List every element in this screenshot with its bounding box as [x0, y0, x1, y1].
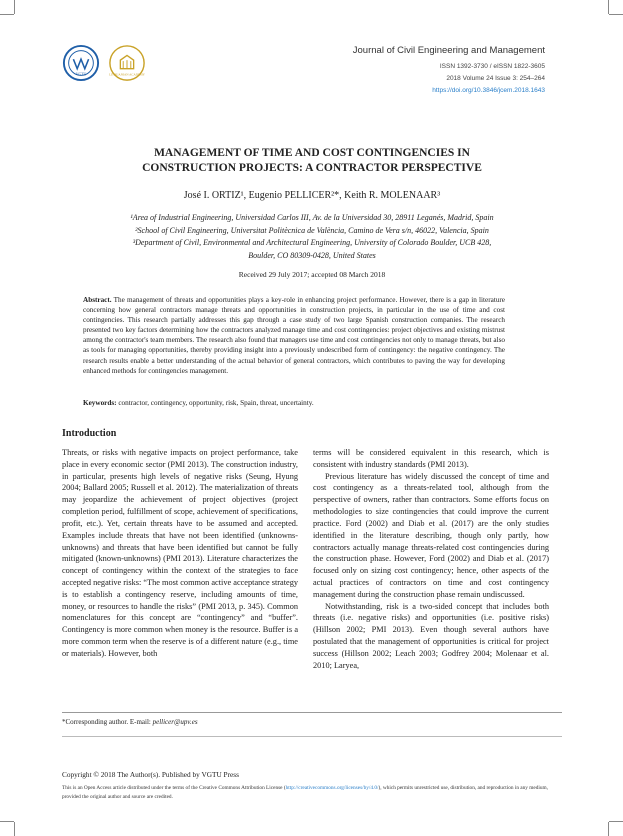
- corresponding-author-note: [62, 718, 198, 726]
- journal-volume: 2018 Volume 24 Issue 3: 254–264: [446, 75, 545, 82]
- affiliation-2: ²School of Civil Engineering, Universitat Politècnica de València, Camino de Vera s/n, 46022, Valencia, Spain: [135, 225, 489, 235]
- title-line-2: CONSTRUCTION PROJECTS: A CONTRACTOR PERSPECTIVE: [142, 162, 482, 174]
- crop-mark: [609, 821, 623, 822]
- crop-mark: [609, 14, 623, 15]
- paragraph: Threats, or risks with negative impacts on project performance, take place in every economic sector (PMI 2013). The construction industry, in particular, presents high levels of negative risks (Seung, Hyung 2004; Ballard 2005; Russell et al. 2012). The materialization of threats may jeopardize the achievement of project objectives (project completion period, fulfillment of scope, achievement of specifications, profit, etc.). Yet, certain threats have to be assumed and accepted. Examples include threats that have not been identified (unknowns-unknowns) and threats that have been identified but cannot be fully mitigated (known-unknowns) (PMI 2013). Literature characterizes the concept of contingency within the context of the strategies to face accepted negative risks: “The most common active acceptance strategy is to establish a contingency reserve, including amounts of time, money, or resources to handle the risks” (PMI 2013, p. 345). Common nomenclatures for this concept are “contingency” and “buffer”. Contingency is more common when money is the resource. Buffer is a more common term when the reserve is of a different nature (e.g., time or materials). However, both: [62, 448, 298, 658]
- publisher-logos: [62, 44, 146, 82]
- crop-mark: [0, 14, 14, 15]
- crop-mark: [14, 0, 15, 14]
- journal-header: [353, 45, 545, 97]
- corresponding-label: *Corresponding author. E-mail:: [62, 718, 151, 726]
- footnote-divider: [62, 712, 562, 713]
- license-notice: [62, 784, 562, 802]
- footer-divider: [62, 736, 562, 737]
- academy-logo: [108, 44, 146, 82]
- affiliation-3a: ³Department of Civil, Environmental and Architectural Engineering, University of Colorado Boulder, UCB 428,: [132, 238, 492, 247]
- journal-issn: ISSN 1392-3730 / eISSN 1822-3605: [439, 63, 545, 70]
- academy-logo-text: LITHUANIAN ACADEMY: [109, 72, 145, 77]
- paragraph: terms will be considered equivalent in this research, which is consistent with industry standards (PMI 2013).: [313, 448, 549, 469]
- paragraph: Notwithstanding, risk is a two-sided concept that includes both threats (i.e. negative risks) and opportunities (i.e. positive risks) (Hillson 2002; PMI 2013). Even though several authors have postulated that the management of opportunities is critical for project success (Hillson 2002; Leach 2003; Godfrey 2004; Molenaar et al. 2010; Laryea,: [313, 601, 549, 670]
- paragraph: Previous literature has widely discussed the concept of time and cost contingency as a threats-related tool, although from the perspective of owners, rather than contractors. Some efforts focus on methodologies to size contingencies that could improve the current practice. Ford (2002) and Diab et al. (2017) are the only studies identified in the literature describing, though only partly, how contractors actually manage threats-related cost contingencies during the construction phase. However, Ford (2002) and Diab et al. (2017) focused only on sizing cost contingency; hence, other aspects of the actual practices of contractors on time and cost contingency management during the construction phase remain undiscussed.: [313, 471, 549, 599]
- affiliation-1: ¹Area of Industrial Engineering, Universidad Carlos III, Av. de la Universidad 30, 28911 Leganés, Madrid, Spain: [130, 213, 494, 222]
- section-heading-introduction: Introduction: [62, 428, 117, 439]
- crop-mark: [608, 822, 609, 836]
- vgtu-logo: [62, 44, 100, 82]
- received-dates: Received 29 July 2017; accepted 08 March 2018: [238, 270, 386, 279]
- author-list: José I. ORTIZ¹, Eugenio PELLICER²*, Keith R. MOLENAAR³: [183, 190, 441, 201]
- keywords-text: contractor, contingency, opportunity, risk, Spain, threat, uncertainty.: [118, 399, 314, 407]
- license-text-pre: This is an Open Access article distributed under the terms of the Creative Commons Attribution License (: [62, 785, 286, 791]
- left-column: [62, 447, 298, 660]
- affiliations: [62, 212, 562, 262]
- crop-mark: [0, 821, 14, 822]
- author-email[interactable]: pellicer@upv.es: [152, 718, 198, 726]
- title-line-1: MANAGEMENT OF TIME AND COST CONTINGENCIES IN: [154, 147, 470, 159]
- copyright-notice: Copyright © 2018 The Author(s). Published by VGTU Press: [62, 770, 239, 779]
- abstract-label: Abstract.: [83, 296, 112, 304]
- affiliation-3b: Boulder, CO 80309-0428, United States: [248, 250, 376, 260]
- license-link[interactable]: http://creativecommons.org/licenses/by/4.0/: [285, 785, 379, 791]
- keywords: [83, 398, 505, 408]
- article-title: [62, 146, 562, 176]
- crop-mark: [14, 822, 15, 836]
- abstract-text: The management of threats and opportunities plays a key-role in enhancing project performance. However, there is a gap in literature concerning how general contractors manage threats and opportunities in construction projects, in particular in the use of time and cost contingencies. This research partially addresses this gap through a case study of two large Spanish construction companies. The research presented two key factors determining how the contractors analyzed manage time and cost contingencies: project objectives and existing mistrust among the contractor's team members. The research also found that managers use time and cost contingencies not only to manage threats, but also as tools for managing opportunities, thereby providing insight into a previously undescribed form of contingency: the negative contingency. The research results enable a better understanding of the actual behavior of general contractors, which contributes to paving the way for developing enhanced methods for contingencies management.: [83, 296, 505, 375]
- doi-link[interactable]: https://doi.org/10.3846/jcem.2018.1643: [432, 87, 545, 94]
- abstract: [83, 295, 505, 376]
- keywords-label: Keywords:: [83, 399, 117, 407]
- right-column: [313, 447, 549, 671]
- vgtu-logo-text: VGTU: [75, 72, 87, 77]
- crop-mark: [608, 0, 609, 14]
- license-text-post: ), which permits unrestricted use, distribution, and reproduction in any medium, provided the original author and source are credited.: [62, 785, 548, 800]
- journal-title: Journal of Civil Engineering and Management: [352, 45, 545, 56]
